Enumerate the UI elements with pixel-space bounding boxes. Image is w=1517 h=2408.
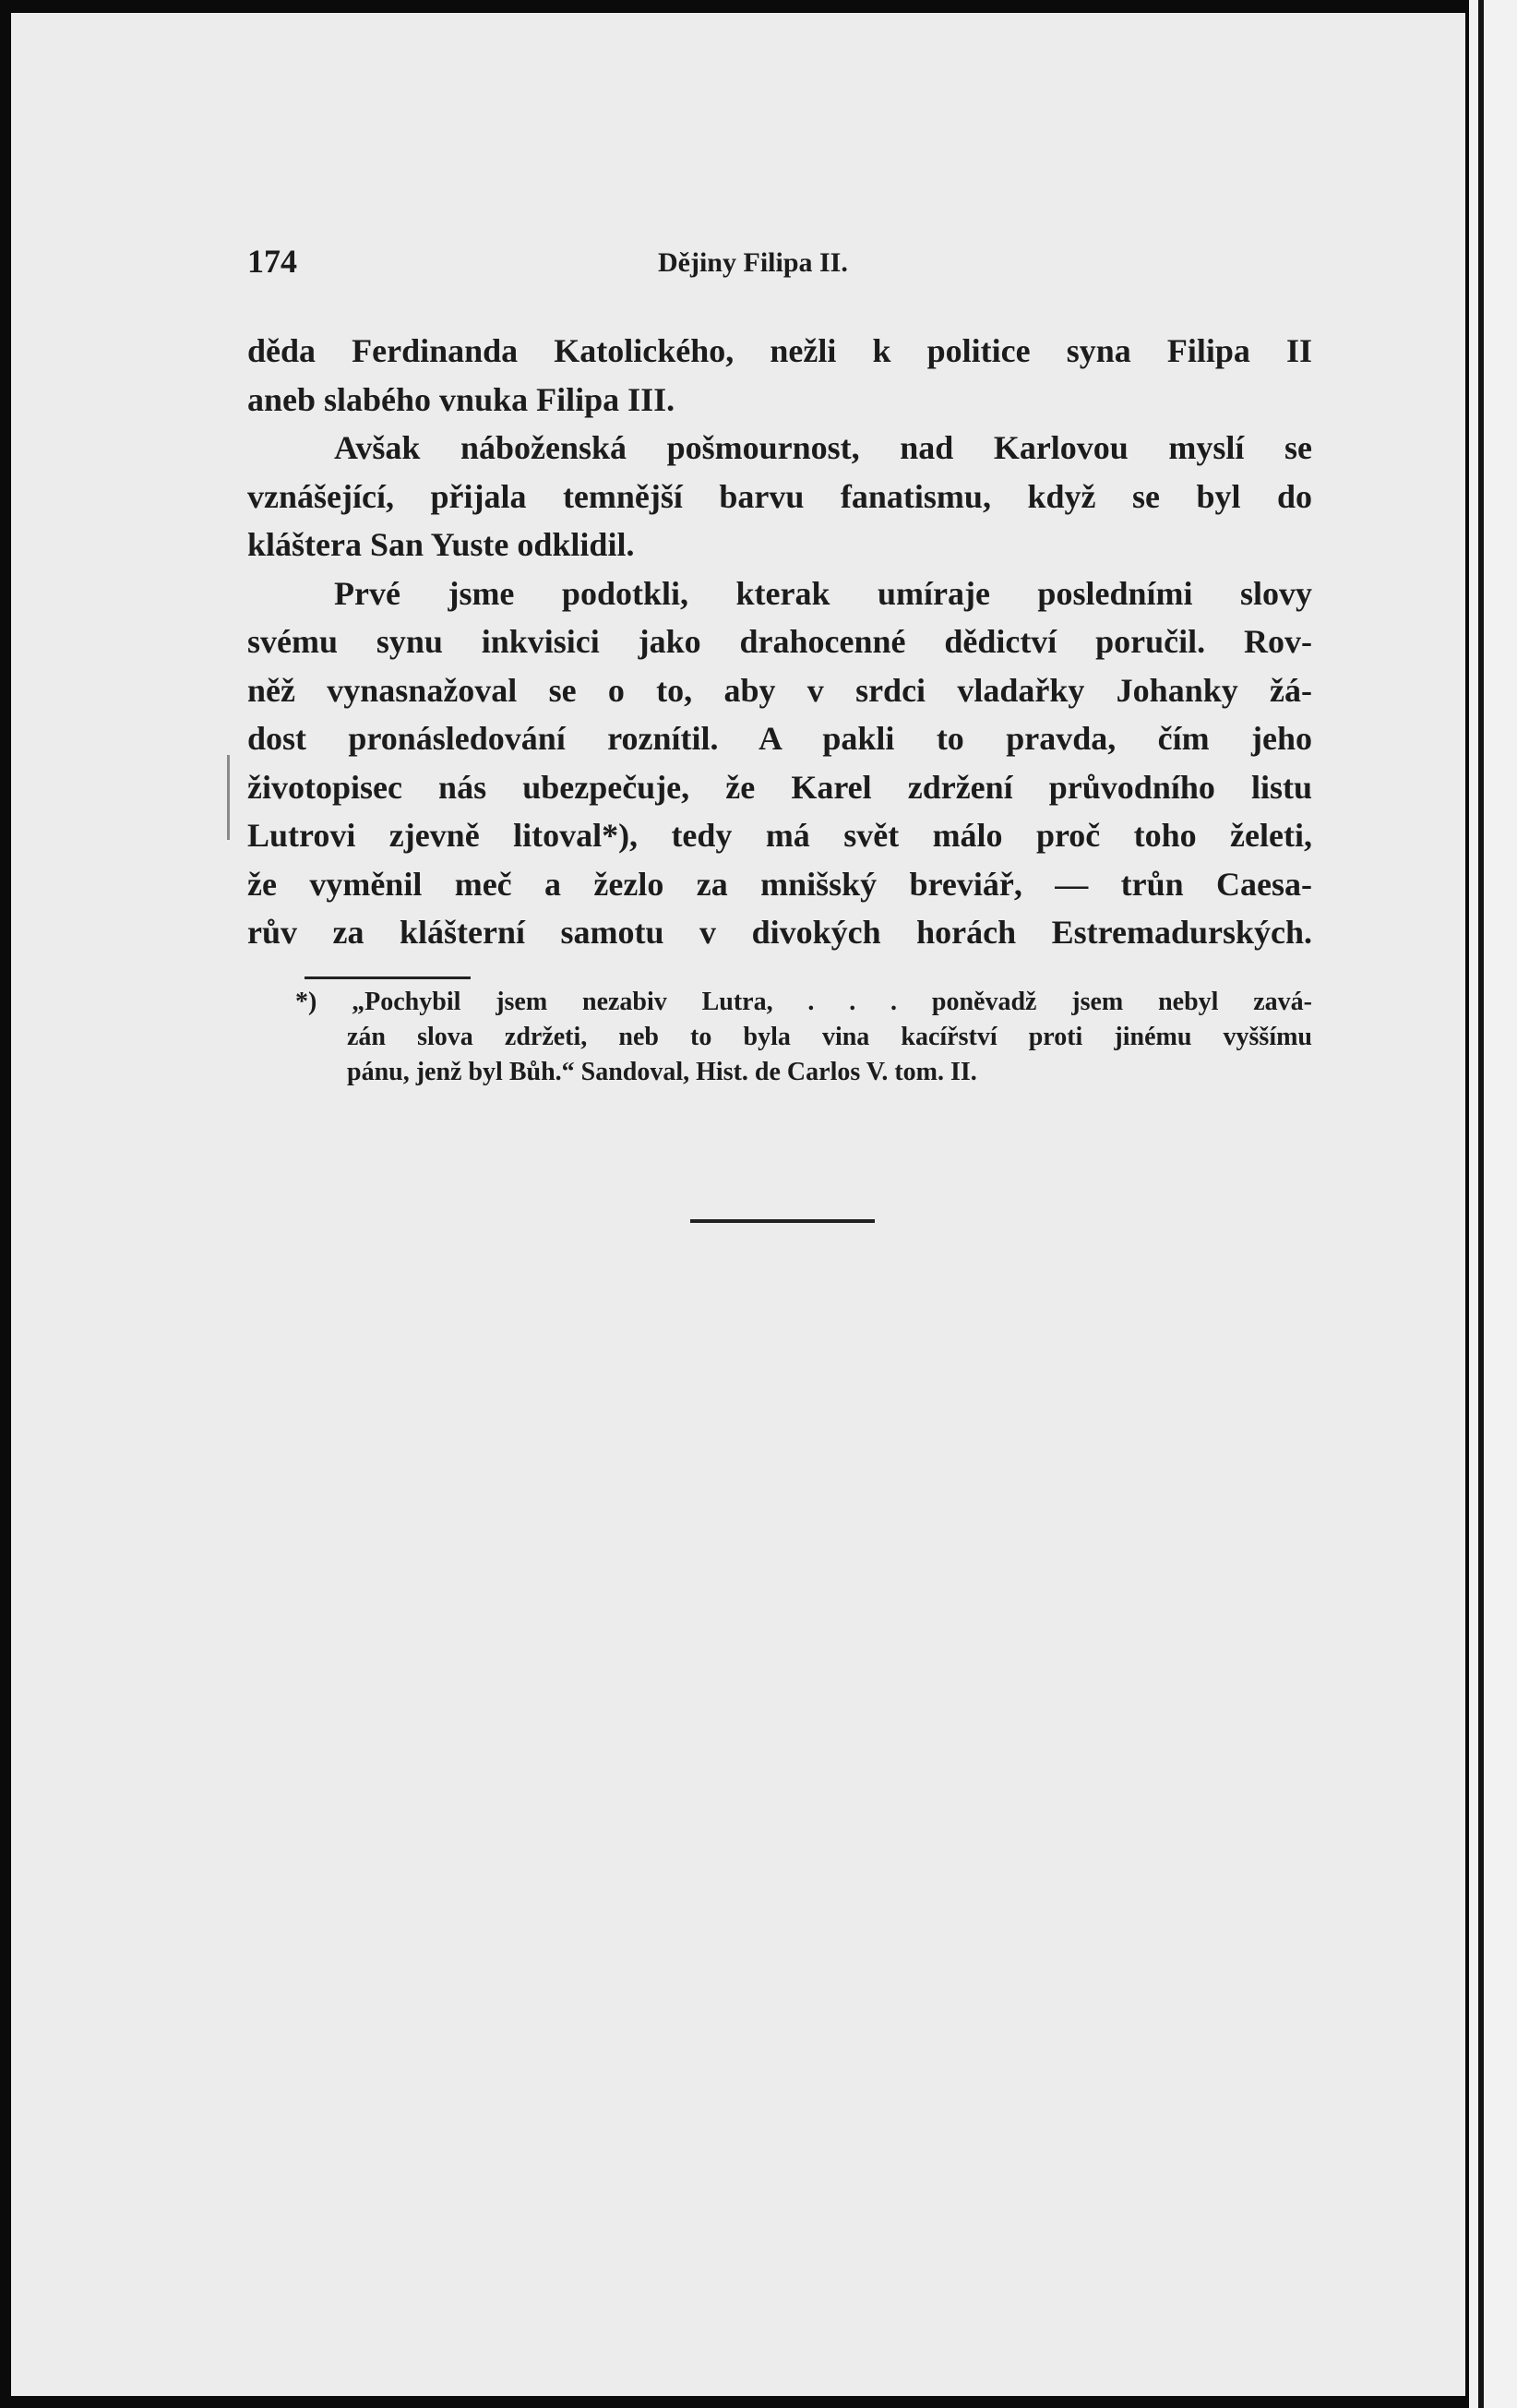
footnote-line: zán slova zdržeti, neb to byla vina kacířství proti jinému vyššímu (347, 1022, 1312, 1051)
text-line: Lutrovi zjevně litoval*), tedy má svět málo proč toho želeti, (247, 817, 1312, 854)
footnote-line: pánu, jenž byl Bůh.“ Sandoval, Hist. de Carlos V. tom. II. (347, 1057, 977, 1086)
running-title: Dějiny Filipa II. (658, 247, 848, 278)
footnote-rule (305, 976, 471, 979)
end-rule (690, 1219, 875, 1223)
footnotes (247, 985, 1312, 1090)
text-line: něž vynasnažoval se o to, aby v srdci vladařky Johanky žá- (247, 671, 1312, 709)
scan-edge (1469, 0, 1517, 2408)
text-line: dost pronásledování roznítil. A pakli to pravda, čím jeho (247, 720, 1312, 757)
text-line: svému synu inkvisici jako drahocenné dědictví poručil. Rov- (247, 623, 1312, 660)
text-line: rův za klášterní samotu v divokých horách Estremadurských. (247, 914, 1312, 951)
footnote-line: *) „Pochybil jsem nezabiv Lutra, . . . poněvadž jsem nebyl zavá- (295, 987, 1312, 1016)
page-content (247, 242, 1312, 1090)
text-line: děda Ferdinanda Katolického, nežli k politice syna Filipa II (247, 332, 1312, 369)
text-line: že vyměnil meč a žezlo za mnišský breviář, — trůn Caesa- (247, 865, 1312, 903)
text-line: životopisec nás ubezpečuje, že Karel zdržení průvodního listu (247, 768, 1312, 806)
body-text (247, 327, 1312, 957)
text-line: vznášející, přijala temnější barvu fanatismu, když se byl do (247, 477, 1312, 515)
paragraph-start-line: Avšak náboženská pošmournost, nad Karlovou myslí se (334, 429, 1312, 466)
text-line: aneb slabého vnuka Filipa III. (247, 380, 675, 418)
paragraph-start-line: Prvé jsme podotkli, kterak umíraje posledními slovy (334, 574, 1312, 612)
margin-mark (227, 755, 230, 840)
page-number: 174 (247, 243, 297, 280)
running-head (247, 242, 1312, 290)
text-line: kláštera San Yuste odklidil. (247, 526, 635, 563)
